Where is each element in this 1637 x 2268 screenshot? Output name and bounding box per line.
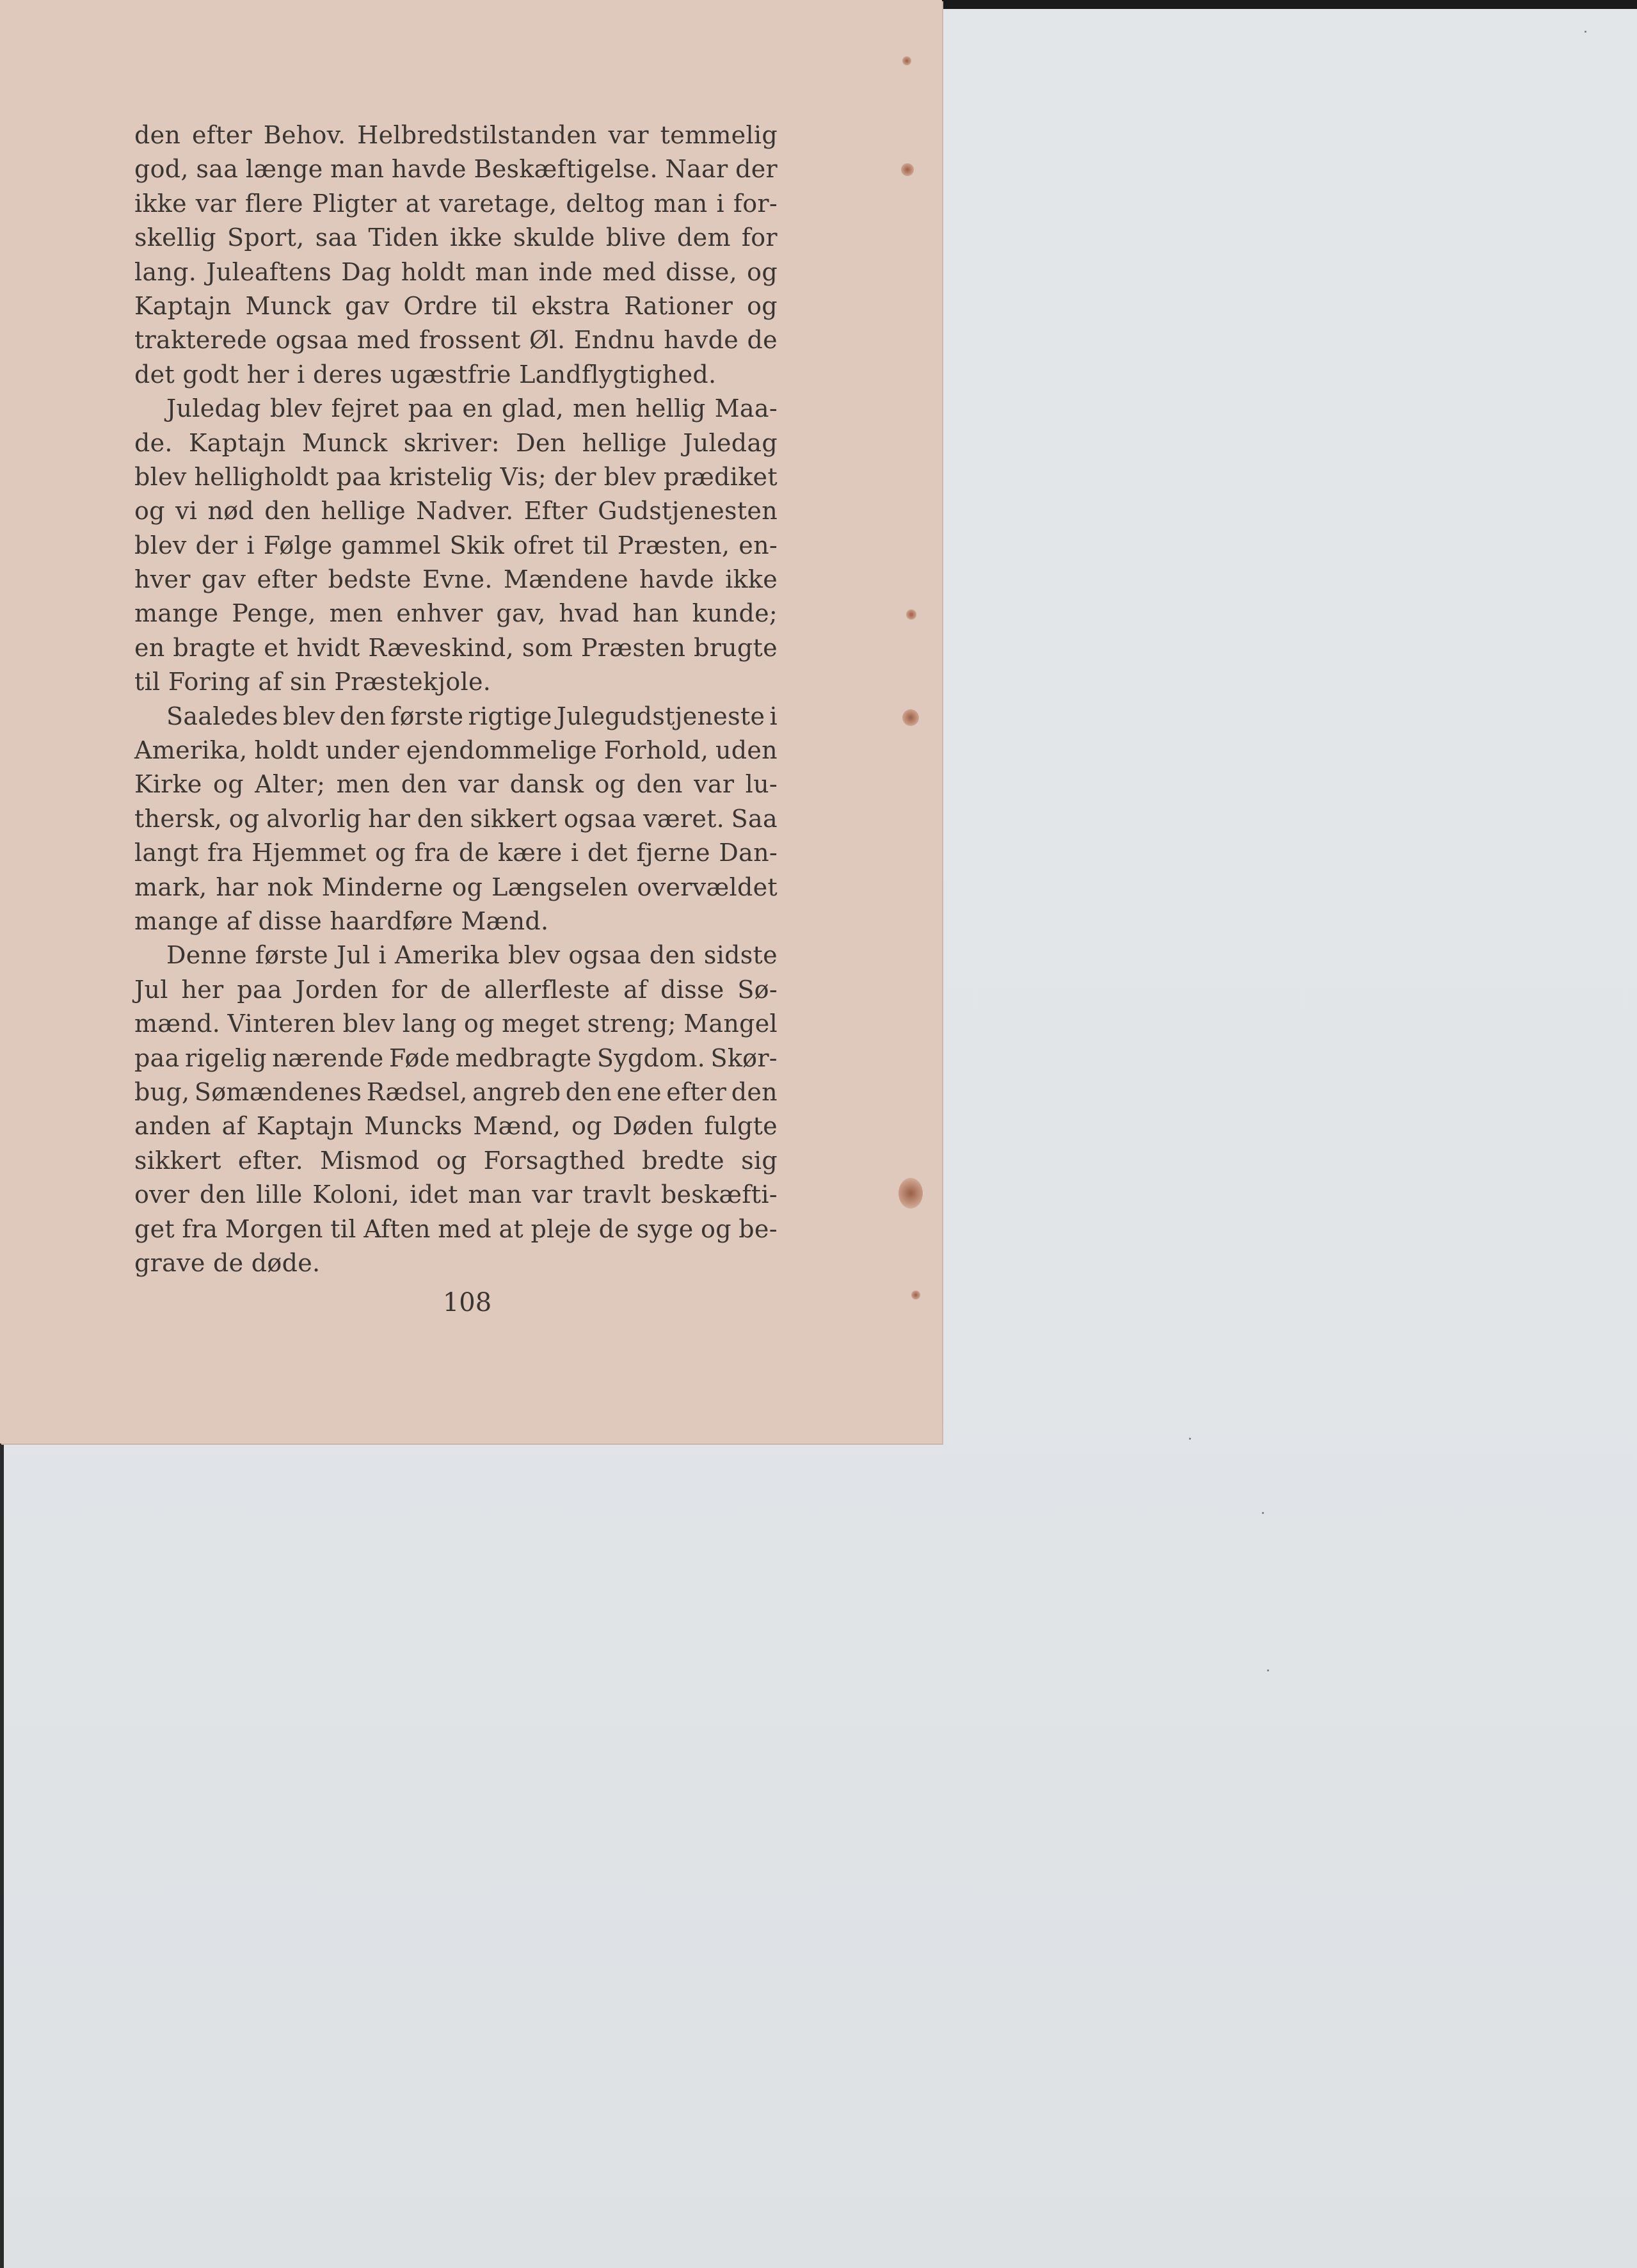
text-line: anden af Kaptajn Muncks Mænd, og Døden fulgte bbox=[134, 1112, 778, 1141]
text-line: get fra Morgen til Aften med at pleje de syge og be- bbox=[134, 1214, 778, 1243]
text-line: mange Penge, men enhver gav, hvad han kunde; bbox=[134, 599, 778, 628]
text-line: blev helligholdt paa kristelig Vis; der blev prædiket bbox=[134, 462, 778, 491]
text-line: bug, Sømændenes Rædsel, angreb den ene efter den bbox=[134, 1077, 778, 1106]
dust-speck bbox=[1585, 31, 1586, 33]
text-line: paa rigelig nærende Føde medbragte Sygdom. Skør- bbox=[134, 1043, 778, 1072]
text-line: Amerika, holdt under ejendommelige Forhold, uden bbox=[134, 736, 778, 765]
text-line: til Foring af sin Præstekjole. bbox=[134, 668, 491, 696]
text-line: lang. Juleaftens Dag holdt man inde med disse, og bbox=[134, 257, 778, 286]
book-page bbox=[0, 0, 942, 1444]
text-line: og vi nød den hellige Nadver. Efter Gudstjenesten bbox=[134, 497, 778, 526]
page-text bbox=[134, 118, 778, 1280]
text-line: skellig Sport, saa Tiden ikke skulde blive dem for bbox=[134, 223, 778, 252]
text-line: Kirke og Alter; men den var dansk og den var lu- bbox=[134, 770, 778, 799]
text-line: mænd. Vinteren blev lang og meget streng; Mangel bbox=[134, 1009, 778, 1038]
text-line: Juledag blev fejret paa en glad, men hellig Maa- bbox=[166, 394, 778, 423]
page-number: 108 bbox=[442, 1288, 492, 1317]
text-line: blev der i Følge gammel Skik ofret til Præsten, en- bbox=[134, 531, 778, 559]
text-line: mark, har nok Minderne og Længselen overvældet bbox=[134, 873, 778, 901]
text-line: den efter Behov. Helbredstilstanden var temmelig bbox=[134, 121, 778, 149]
text-line: Saaledes blev den første rigtige Julegudstjeneste i bbox=[166, 702, 778, 730]
text-line: thersk, og alvorlig har den sikkert ogsaa været. Saa bbox=[134, 804, 778, 833]
text-line: Jul her paa Jorden for de allerfleste af disse Sø- bbox=[134, 975, 778, 1004]
text-line: ikke var flere Pligter at varetage, deltog man i for- bbox=[134, 189, 778, 218]
text-line: over den lille Koloni, idet man var travlt beskæfti- bbox=[134, 1180, 778, 1209]
text-line: en bragte et hvidt Ræveskind, som Præsten brugte bbox=[134, 633, 778, 662]
text-line: hver gav efter bedste Evne. Mændene havde ikke bbox=[134, 565, 778, 594]
text-line: de. Kaptajn Munck skriver: Den hellige Juledag bbox=[134, 428, 778, 457]
text-line: grave de døde. bbox=[134, 1248, 321, 1277]
text-line: trakterede ogsaa med frossent Øl. Endnu havde de bbox=[134, 326, 778, 355]
text-line: Kaptajn Munck gav Ordre til ekstra Rationer og bbox=[134, 291, 778, 320]
binding-hole bbox=[911, 1291, 920, 1299]
text-line: mange af disse haardføre Mænd. bbox=[134, 906, 549, 935]
binding-hole bbox=[906, 609, 916, 620]
dust-speck bbox=[1267, 1669, 1269, 1671]
scanner-edge-top bbox=[934, 0, 1637, 9]
binding-hole bbox=[902, 56, 911, 65]
text-line: god, saa længe man havde Beskæftigelse. Naar der bbox=[134, 155, 778, 184]
binding-hole bbox=[898, 1178, 923, 1209]
scanner-edge-left bbox=[0, 1444, 4, 2268]
text-line: langt fra Hjemmet og fra de kære i det fjerne Dan- bbox=[134, 839, 778, 867]
binding-hole bbox=[901, 163, 914, 176]
text-line: Denne første Jul i Amerika blev ogsaa den sidste bbox=[166, 941, 778, 970]
text-line: sikkert efter. Mismod og Forsagthed bredte sig bbox=[134, 1146, 778, 1175]
dust-speck bbox=[1262, 1512, 1264, 1514]
text-line: det godt her i deres ugæstfrie Landflygtighed. bbox=[134, 360, 717, 389]
binding-hole bbox=[902, 709, 919, 726]
dust-speck bbox=[1189, 1438, 1191, 1440]
